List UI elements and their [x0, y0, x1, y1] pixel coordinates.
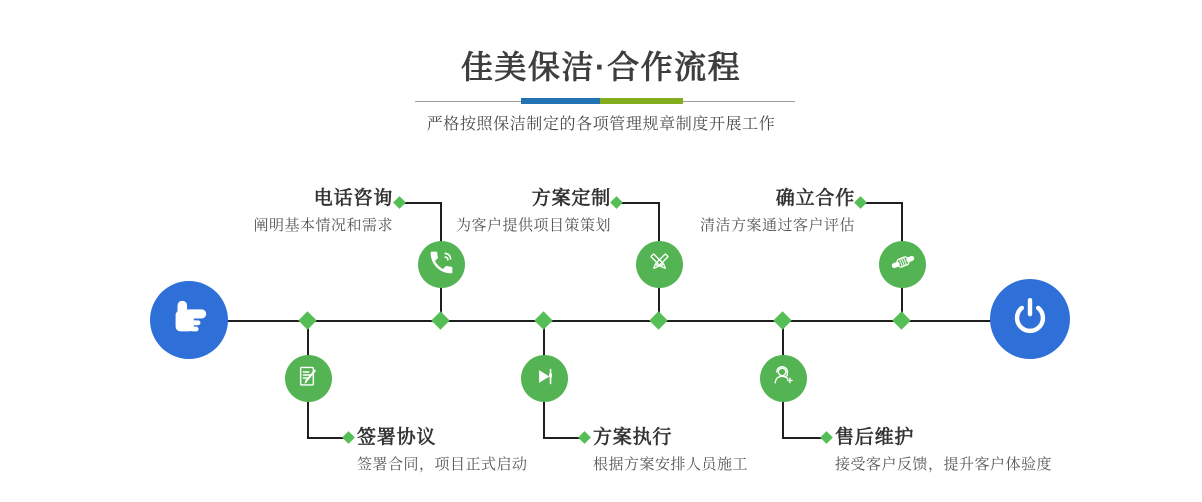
title-divider-accent [521, 98, 683, 104]
divider-blue-segment [521, 98, 600, 104]
step-desc: 阐明基本情况和需求 [253, 217, 393, 234]
document-pen-icon [294, 362, 323, 396]
label-diamond [342, 431, 355, 444]
step-circle-phone [418, 241, 465, 288]
step-title: 电话咨询 [313, 188, 393, 209]
step-circle-aftersales [760, 355, 807, 402]
step-label-plan [456, 189, 611, 234]
label-diamond [610, 196, 623, 209]
timeline-node-diamond [892, 311, 910, 329]
timeline-node-diamond [298, 311, 316, 329]
step-title: 方案定制 [531, 188, 611, 209]
step-title: 方案执行 [593, 427, 673, 448]
step-label-phone [253, 189, 393, 234]
step-label-sign [357, 428, 528, 473]
label-diamond [393, 196, 406, 209]
page-subtitle: 严格按照保洁制定的各项管理规章制度开展工作 [426, 116, 776, 133]
step-label-execute [593, 428, 748, 473]
step-label-cooperate [700, 189, 855, 234]
label-diamond [820, 431, 833, 444]
step-circle-execute [521, 355, 568, 402]
step-desc: 清洁方案通过客户评估 [699, 217, 855, 234]
step-desc: 接受客户反馈，提升客户体验度 [835, 456, 1053, 473]
step-circle-plan [636, 241, 683, 288]
step-desc: 根据方案安排人员施工 [593, 456, 749, 473]
timeline-node-diamond [534, 311, 552, 329]
play-slider-icon [530, 362, 559, 396]
power-icon [1007, 294, 1053, 345]
step-desc: 为客户提供项目策策划 [455, 217, 611, 234]
divider-green-segment [600, 98, 683, 104]
handshake-icon [888, 247, 918, 282]
timeline-node-diamond [773, 311, 791, 329]
end-node [990, 279, 1070, 359]
crossed-pencils-icon [645, 248, 674, 282]
step-title: 签署协议 [357, 427, 437, 448]
step-title: 确立合作 [775, 188, 855, 209]
timeline-node-diamond [649, 311, 667, 329]
timeline-node-diamond [431, 311, 449, 329]
label-diamond [578, 431, 591, 444]
step-circle-sign [285, 355, 332, 402]
step-circle-cooperate [879, 241, 926, 288]
hand-point-right-icon [166, 295, 212, 346]
label-diamond [854, 196, 867, 209]
step-desc: 签署合同，项目正式启动 [357, 456, 528, 473]
start-node [150, 281, 228, 359]
headset-plus-icon [769, 361, 799, 396]
page-title: 佳美保洁·合作流程 [460, 49, 742, 85]
step-title: 售后维护 [835, 427, 915, 448]
phone-icon [427, 248, 456, 282]
step-label-aftersales [835, 428, 1052, 473]
